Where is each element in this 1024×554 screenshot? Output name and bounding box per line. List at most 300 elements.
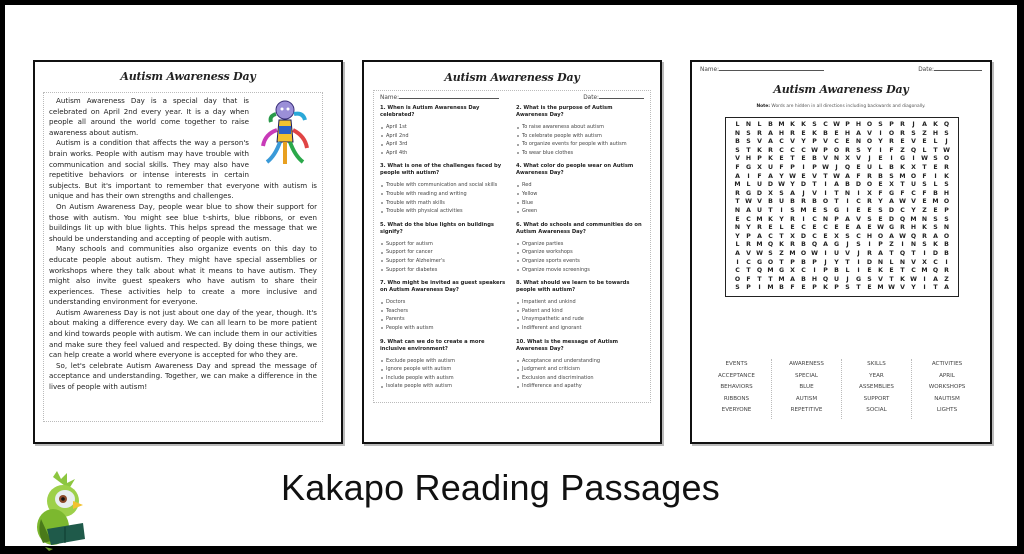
answer-option[interactable]: Indifference and apathy bbox=[516, 382, 644, 391]
grid-letter[interactable]: I bbox=[879, 129, 882, 137]
grid-letter[interactable]: E bbox=[834, 129, 839, 137]
grid-letter[interactable]: D bbox=[888, 206, 895, 214]
grid-letter[interactable]: C bbox=[933, 258, 938, 266]
grid-letter[interactable]: A bbox=[768, 129, 773, 137]
grid-letter[interactable]: W bbox=[877, 224, 884, 232]
grid-letter[interactable]: Q bbox=[899, 249, 906, 257]
grid-letter[interactable]: I bbox=[890, 155, 893, 163]
grid-letter[interactable]: D bbox=[767, 181, 774, 189]
grid-letter[interactable]: V bbox=[735, 155, 740, 163]
grid-letter[interactable]: K bbox=[812, 129, 817, 137]
grid-letter[interactable]: E bbox=[735, 215, 740, 223]
grid-letter[interactable]: S bbox=[867, 215, 872, 223]
grid-letter[interactable]: R bbox=[867, 172, 872, 180]
grid-letter[interactable]: M bbox=[756, 241, 763, 249]
grid-letter[interactable]: S bbox=[768, 249, 773, 257]
grid-letter[interactable]: X bbox=[889, 181, 894, 189]
grid-letter[interactable]: B bbox=[801, 241, 806, 249]
grid-letter[interactable]: X bbox=[790, 267, 795, 275]
grid-letter[interactable]: Y bbox=[867, 146, 872, 154]
grid-letter[interactable]: R bbox=[746, 241, 751, 249]
grid-letter[interactable]: L bbox=[735, 241, 740, 249]
grid-letter[interactable]: S bbox=[779, 189, 784, 197]
grid-letter[interactable]: C bbox=[911, 189, 916, 197]
grid-letter[interactable]: Z bbox=[889, 241, 894, 249]
grid-letter[interactable]: K bbox=[922, 224, 927, 232]
grid-letter[interactable]: E bbox=[823, 232, 828, 240]
grid-letter[interactable]: X bbox=[834, 232, 839, 240]
grid-letter[interactable]: U bbox=[833, 275, 840, 283]
grid-letter[interactable]: I bbox=[824, 249, 827, 257]
grid-letter[interactable]: D bbox=[855, 181, 862, 189]
grid-letter[interactable]: W bbox=[789, 172, 796, 180]
grid-letter[interactable]: E bbox=[812, 206, 817, 214]
grid-letter[interactable]: I bbox=[923, 284, 926, 292]
grid-letter[interactable]: N bbox=[833, 155, 840, 163]
grid-letter[interactable]: P bbox=[944, 206, 949, 214]
grid-letter[interactable]: E bbox=[878, 155, 883, 163]
grid-letter[interactable]: E bbox=[867, 224, 872, 232]
grid-letter[interactable]: C bbox=[801, 146, 806, 154]
grid-letter[interactable]: M bbox=[734, 181, 741, 189]
grid-letter[interactable]: T bbox=[845, 258, 850, 266]
grid-letter[interactable]: F bbox=[735, 163, 740, 171]
grid-letter[interactable]: E bbox=[922, 198, 927, 206]
grid-letter[interactable]: F bbox=[922, 172, 927, 180]
grid-letter[interactable]: O bbox=[888, 129, 895, 137]
grid-letter[interactable]: K bbox=[933, 121, 938, 128]
grid-letter[interactable]: V bbox=[812, 172, 817, 180]
grid-letter[interactable]: I bbox=[923, 275, 926, 283]
grid-letter[interactable]: V bbox=[867, 129, 872, 137]
grid-letter[interactable]: K bbox=[944, 172, 949, 180]
grid-letter[interactable]: F bbox=[779, 163, 784, 171]
grid-letter[interactable]: W bbox=[943, 146, 950, 154]
answer-option[interactable]: Trouble with reading and writing bbox=[380, 190, 508, 199]
grid-letter[interactable]: B bbox=[735, 138, 740, 146]
grid-letter[interactable]: L bbox=[933, 181, 938, 189]
grid-letter[interactable]: N bbox=[734, 129, 741, 137]
grid-letter[interactable]: D bbox=[800, 232, 807, 240]
grid-letter[interactable]: O bbox=[910, 172, 917, 180]
name-field[interactable] bbox=[719, 70, 824, 71]
grid-letter[interactable]: C bbox=[823, 121, 828, 128]
grid-letter[interactable]: R bbox=[790, 129, 795, 137]
grid-letter[interactable]: T bbox=[735, 198, 740, 206]
grid-letter[interactable]: G bbox=[756, 258, 763, 266]
grid-letter[interactable]: A bbox=[933, 275, 938, 283]
grid-letter[interactable]: O bbox=[943, 155, 950, 163]
grid-letter[interactable]: S bbox=[878, 206, 883, 214]
grid-letter[interactable]: C bbox=[900, 206, 905, 214]
grid-letter[interactable]: P bbox=[878, 241, 883, 249]
grid-letter[interactable]: I bbox=[824, 181, 827, 189]
grid-letter[interactable]: F bbox=[889, 146, 894, 154]
grid-letter[interactable]: T bbox=[856, 284, 861, 292]
grid-letter[interactable]: W bbox=[888, 284, 895, 292]
grid-letter[interactable]: K bbox=[768, 215, 773, 223]
grid-letter[interactable]: C bbox=[735, 267, 740, 275]
answer-option[interactable]: To celebrate people with autism bbox=[516, 132, 644, 141]
grid-letter[interactable]: S bbox=[845, 284, 850, 292]
grid-letter[interactable]: I bbox=[868, 241, 871, 249]
grid-letter[interactable]: G bbox=[899, 155, 906, 163]
grid-letter[interactable]: Q bbox=[932, 267, 939, 275]
answer-option[interactable]: People with autism bbox=[380, 324, 508, 333]
grid-letter[interactable]: B bbox=[834, 267, 839, 275]
grid-letter[interactable]: Y bbox=[878, 138, 883, 146]
grid-letter[interactable]: P bbox=[834, 215, 839, 223]
grid-letter[interactable]: O bbox=[833, 146, 840, 154]
grid-letter[interactable]: C bbox=[768, 232, 773, 240]
grid-letter[interactable]: Q bbox=[756, 267, 763, 275]
grid-letter[interactable]: K bbox=[900, 275, 905, 283]
grid-letter[interactable]: N bbox=[899, 258, 906, 266]
grid-letter[interactable]: S bbox=[944, 215, 949, 223]
date-field[interactable] bbox=[599, 98, 644, 99]
grid-letter[interactable]: K bbox=[768, 155, 773, 163]
grid-letter[interactable]: K bbox=[779, 241, 784, 249]
grid-letter[interactable]: I bbox=[780, 206, 783, 214]
grid-letter[interactable]: U bbox=[778, 198, 785, 206]
grid-letter[interactable]: W bbox=[811, 249, 818, 257]
grid-letter[interactable]: N bbox=[844, 189, 851, 197]
grid-letter[interactable]: R bbox=[944, 267, 949, 275]
grid-letter[interactable]: Q bbox=[822, 275, 829, 283]
answer-option[interactable]: Trouble with communication and social skills bbox=[380, 181, 508, 190]
answer-option[interactable]: April 3rd bbox=[380, 140, 508, 149]
grid-letter[interactable]: B bbox=[812, 155, 817, 163]
grid-letter[interactable]: T bbox=[933, 146, 938, 154]
grid-letter[interactable]: Z bbox=[922, 206, 927, 214]
grid-letter[interactable]: E bbox=[790, 224, 795, 232]
grid-letter[interactable]: Y bbox=[834, 258, 839, 266]
grid-letter[interactable]: J bbox=[945, 138, 948, 146]
answer-option[interactable]: Organize parties bbox=[516, 240, 644, 249]
grid-letter[interactable]: W bbox=[910, 275, 917, 283]
grid-letter[interactable]: F bbox=[922, 189, 927, 197]
grid-letter[interactable]: E bbox=[867, 267, 872, 275]
grid-letter[interactable]: P bbox=[790, 258, 795, 266]
grid-letter[interactable]: E bbox=[856, 163, 861, 171]
grid-letter[interactable]: P bbox=[823, 267, 828, 275]
grid-letter[interactable]: I bbox=[879, 146, 882, 154]
grid-letter[interactable]: J bbox=[824, 258, 827, 266]
grid-letter[interactable]: P bbox=[812, 258, 817, 266]
grid-letter[interactable]: I bbox=[736, 258, 739, 266]
grid-letter[interactable]: S bbox=[845, 232, 850, 240]
grid-letter[interactable]: I bbox=[802, 163, 805, 171]
grid-letter[interactable]: T bbox=[823, 172, 828, 180]
answer-option[interactable]: Green bbox=[516, 207, 644, 216]
grid-letter[interactable]: A bbox=[845, 172, 850, 180]
grid-letter[interactable]: M bbox=[877, 284, 884, 292]
grid-letter[interactable]: E bbox=[834, 224, 839, 232]
grid-letter[interactable]: V bbox=[812, 189, 817, 197]
grid-letter[interactable]: T bbox=[779, 258, 784, 266]
grid-letter[interactable]: R bbox=[757, 129, 762, 137]
grid-letter[interactable]: Z bbox=[944, 275, 949, 283]
grid-letter[interactable]: D bbox=[756, 189, 763, 197]
grid-letter[interactable]: A bbox=[922, 121, 927, 128]
grid-letter[interactable]: S bbox=[922, 181, 927, 189]
grid-letter[interactable]: I bbox=[901, 241, 904, 249]
grid-letter[interactable]: L bbox=[889, 258, 894, 266]
grid-letter[interactable]: U bbox=[767, 163, 774, 171]
grid-letter[interactable]: S bbox=[867, 275, 872, 283]
grid-letter[interactable]: U bbox=[833, 249, 840, 257]
grid-letter[interactable]: D bbox=[888, 215, 895, 223]
answer-option[interactable]: April 1st bbox=[380, 123, 508, 132]
grid-letter[interactable]: N bbox=[910, 241, 917, 249]
grid-letter[interactable]: H bbox=[932, 129, 939, 137]
grid-letter[interactable]: A bbox=[790, 275, 795, 283]
grid-letter[interactable]: D bbox=[932, 249, 939, 257]
grid-letter[interactable]: M bbox=[756, 215, 763, 223]
grid-letter[interactable]: C bbox=[834, 138, 839, 146]
grid-letter[interactable]: G bbox=[778, 267, 785, 275]
grid-letter[interactable]: R bbox=[922, 232, 927, 240]
grid-letter[interactable]: A bbox=[856, 129, 861, 137]
grid-letter[interactable]: I bbox=[945, 258, 948, 266]
grid-letter[interactable]: Z bbox=[922, 129, 927, 137]
answer-option[interactable]: Organize movie screenings bbox=[516, 266, 644, 275]
answer-option[interactable]: Unsympathetic and rude bbox=[516, 315, 644, 324]
grid-letter[interactable]: T bbox=[812, 181, 817, 189]
grid-letter[interactable]: M bbox=[789, 249, 796, 257]
grid-letter[interactable]: Y bbox=[779, 215, 784, 223]
grid-letter[interactable]: P bbox=[889, 121, 894, 128]
grid-letter[interactable]: Y bbox=[735, 232, 740, 240]
grid-letter[interactable]: Y bbox=[779, 172, 784, 180]
grid-letter[interactable]: W bbox=[756, 249, 763, 257]
answer-option[interactable]: To wear blue clothes bbox=[516, 149, 644, 158]
grid-letter[interactable]: T bbox=[768, 275, 773, 283]
grid-letter[interactable]: S bbox=[922, 241, 927, 249]
answer-option[interactable]: Trouble with math skills bbox=[380, 199, 508, 208]
answer-option[interactable]: To organize events for people with autism bbox=[516, 140, 644, 149]
grid-letter[interactable]: J bbox=[846, 241, 849, 249]
grid-letter[interactable]: R bbox=[944, 163, 949, 171]
grid-letter[interactable]: M bbox=[778, 275, 785, 283]
grid-letter[interactable]: B bbox=[768, 121, 773, 128]
grid-letter[interactable]: B bbox=[801, 275, 806, 283]
grid-letter[interactable]: I bbox=[846, 198, 849, 206]
grid-letter[interactable]: Y bbox=[801, 138, 806, 146]
grid-letter[interactable]: C bbox=[801, 267, 806, 275]
grid-letter[interactable]: E bbox=[878, 215, 883, 223]
grid-letter[interactable]: K bbox=[823, 284, 828, 292]
grid-letter[interactable]: H bbox=[866, 232, 873, 240]
grid-letter[interactable]: C bbox=[790, 146, 795, 154]
grid-letter[interactable]: B bbox=[768, 198, 773, 206]
grid-letter[interactable]: G bbox=[745, 163, 752, 171]
grid-letter[interactable]: E bbox=[867, 206, 872, 214]
grid-letter[interactable]: I bbox=[923, 249, 926, 257]
answer-option[interactable]: Support for cancer bbox=[380, 248, 508, 257]
grid-letter[interactable]: O bbox=[866, 181, 873, 189]
grid-letter[interactable]: J bbox=[802, 189, 805, 197]
grid-letter[interactable]: M bbox=[899, 172, 906, 180]
answer-option[interactable]: Yellow bbox=[516, 190, 644, 199]
grid-letter[interactable]: C bbox=[746, 215, 751, 223]
grid-letter[interactable]: D bbox=[800, 181, 807, 189]
grid-letter[interactable]: R bbox=[768, 146, 773, 154]
grid-letter[interactable]: S bbox=[933, 155, 938, 163]
grid-letter[interactable]: S bbox=[933, 224, 938, 232]
grid-letter[interactable]: T bbox=[834, 189, 839, 197]
grid-letter[interactable]: F bbox=[856, 172, 861, 180]
grid-letter[interactable]: B bbox=[779, 284, 784, 292]
answer-option[interactable]: To raise awareness about autism bbox=[516, 123, 644, 132]
grid-letter[interactable]: C bbox=[779, 138, 784, 146]
grid-letter[interactable]: I bbox=[857, 189, 860, 197]
grid-letter[interactable]: M bbox=[800, 206, 807, 214]
grid-letter[interactable]: S bbox=[889, 172, 894, 180]
answer-option[interactable]: Support for diabetes bbox=[380, 266, 508, 275]
grid-letter[interactable]: E bbox=[768, 224, 773, 232]
grid-letter[interactable]: N bbox=[734, 206, 741, 214]
answer-option[interactable]: April 4th bbox=[380, 149, 508, 158]
grid-letter[interactable]: H bbox=[910, 224, 917, 232]
grid-letter[interactable]: W bbox=[811, 146, 818, 154]
grid-letter[interactable]: K bbox=[900, 163, 905, 171]
grid-letter[interactable]: W bbox=[778, 181, 785, 189]
grid-letter[interactable]: X bbox=[757, 163, 762, 171]
grid-letter[interactable]: L bbox=[746, 181, 751, 189]
grid-letter[interactable]: T bbox=[746, 267, 751, 275]
grid-letter[interactable]: Y bbox=[911, 284, 916, 292]
grid-letter[interactable]: O bbox=[877, 232, 884, 240]
grid-letter[interactable]: E bbox=[878, 181, 883, 189]
grid-letter[interactable]: U bbox=[866, 163, 873, 171]
answer-option[interactable]: Acceptance and understanding bbox=[516, 357, 644, 366]
grid-letter[interactable]: T bbox=[834, 198, 839, 206]
grid-letter[interactable]: C bbox=[856, 198, 861, 206]
date-field[interactable] bbox=[934, 70, 982, 71]
grid-letter[interactable]: B bbox=[823, 129, 828, 137]
grid-letter[interactable]: A bbox=[944, 284, 949, 292]
grid-letter[interactable]: G bbox=[888, 224, 895, 232]
grid-letter[interactable]: V bbox=[856, 215, 861, 223]
grid-letter[interactable]: T bbox=[790, 155, 795, 163]
grid-letter[interactable]: N bbox=[943, 224, 950, 232]
grid-letter[interactable]: S bbox=[746, 138, 751, 146]
answer-option[interactable]: Isolate people with autism bbox=[380, 382, 508, 391]
grid-letter[interactable]: S bbox=[735, 284, 740, 292]
grid-letter[interactable]: A bbox=[768, 138, 773, 146]
answer-option[interactable]: Trouble with physical activities bbox=[380, 207, 508, 216]
answer-option[interactable]: Red bbox=[516, 181, 644, 190]
grid-letter[interactable]: V bbox=[757, 138, 762, 146]
grid-letter[interactable]: R bbox=[845, 146, 850, 154]
grid-letter[interactable]: A bbox=[746, 206, 751, 214]
grid-letter[interactable]: T bbox=[933, 284, 938, 292]
grid-letter[interactable]: E bbox=[812, 224, 817, 232]
grid-letter[interactable]: Y bbox=[790, 181, 795, 189]
grid-letter[interactable]: E bbox=[801, 284, 806, 292]
grid-letter[interactable]: O bbox=[822, 198, 829, 206]
grid-letter[interactable]: A bbox=[768, 172, 773, 180]
grid-letter[interactable]: S bbox=[823, 206, 828, 214]
grid-letter[interactable]: Z bbox=[900, 146, 905, 154]
answer-option[interactable]: Organize workshops bbox=[516, 248, 644, 257]
grid-letter[interactable]: A bbox=[878, 249, 883, 257]
grid-letter[interactable]: Q bbox=[767, 241, 774, 249]
grid-letter[interactable]: G bbox=[855, 275, 862, 283]
grid-letter[interactable]: I bbox=[912, 155, 915, 163]
grid-letter[interactable]: T bbox=[922, 163, 927, 171]
grid-letter[interactable]: S bbox=[933, 215, 938, 223]
grid-letter[interactable]: P bbox=[746, 284, 751, 292]
grid-letter[interactable]: C bbox=[823, 224, 828, 232]
grid-letter[interactable]: R bbox=[889, 138, 894, 146]
grid-letter[interactable]: H bbox=[943, 189, 950, 197]
grid-letter[interactable]: R bbox=[900, 129, 905, 137]
grid-letter[interactable]: I bbox=[846, 206, 849, 214]
grid-letter[interactable]: S bbox=[944, 129, 949, 137]
grid-letter[interactable]: B bbox=[944, 249, 949, 257]
grid-letter[interactable]: I bbox=[747, 172, 750, 180]
grid-letter[interactable]: B bbox=[944, 241, 949, 249]
grid-letter[interactable]: Q bbox=[943, 121, 950, 128]
grid-letter[interactable]: W bbox=[833, 121, 840, 128]
grid-letter[interactable]: E bbox=[856, 206, 861, 214]
grid-letter[interactable]: L bbox=[757, 121, 762, 128]
answer-option[interactable]: Teachers bbox=[380, 307, 508, 316]
grid-letter[interactable]: C bbox=[812, 215, 817, 223]
grid-letter[interactable]: W bbox=[745, 198, 752, 206]
grid-letter[interactable]: M bbox=[767, 284, 774, 292]
answer-option[interactable]: Parents bbox=[380, 315, 508, 324]
grid-letter[interactable]: R bbox=[790, 215, 795, 223]
grid-letter[interactable]: F bbox=[878, 189, 883, 197]
grid-letter[interactable]: C bbox=[779, 146, 784, 154]
grid-letter[interactable]: N bbox=[921, 215, 928, 223]
grid-letter[interactable]: R bbox=[867, 249, 872, 257]
answer-option[interactable]: Blue bbox=[516, 199, 644, 208]
grid-letter[interactable]: R bbox=[801, 198, 806, 206]
grid-letter[interactable]: U bbox=[910, 181, 917, 189]
grid-letter[interactable]: P bbox=[812, 163, 817, 171]
grid-letter[interactable]: J bbox=[857, 249, 860, 257]
grid-letter[interactable]: M bbox=[778, 121, 785, 128]
grid-letter[interactable]: S bbox=[812, 121, 817, 128]
grid-letter[interactable]: A bbox=[889, 232, 894, 240]
grid-letter[interactable]: L bbox=[845, 267, 850, 275]
grid-letter[interactable]: E bbox=[889, 267, 894, 275]
answer-option[interactable]: April 2nd bbox=[380, 132, 508, 141]
grid-letter[interactable]: H bbox=[855, 121, 862, 128]
grid-letter[interactable]: H bbox=[811, 275, 818, 283]
grid-letter[interactable]: V bbox=[878, 275, 883, 283]
grid-letter[interactable]: P bbox=[790, 163, 795, 171]
grid-letter[interactable]: P bbox=[812, 138, 817, 146]
grid-letter[interactable]: V bbox=[911, 198, 916, 206]
answer-option[interactable]: Organize sports events bbox=[516, 257, 644, 266]
grid-letter[interactable]: S bbox=[790, 206, 795, 214]
grid-letter[interactable]: G bbox=[833, 206, 840, 214]
grid-letter[interactable]: L bbox=[878, 163, 883, 171]
grid-letter[interactable]: I bbox=[857, 267, 860, 275]
grid-letter[interactable]: A bbox=[735, 249, 740, 257]
grid-letter[interactable]: V bbox=[845, 249, 850, 257]
grid-letter[interactable]: I bbox=[824, 189, 827, 197]
grid-letter[interactable]: X bbox=[911, 163, 916, 171]
grid-letter[interactable]: K bbox=[790, 121, 795, 128]
grid-letter[interactable]: F bbox=[746, 275, 751, 283]
grid-letter[interactable]: S bbox=[746, 129, 751, 137]
